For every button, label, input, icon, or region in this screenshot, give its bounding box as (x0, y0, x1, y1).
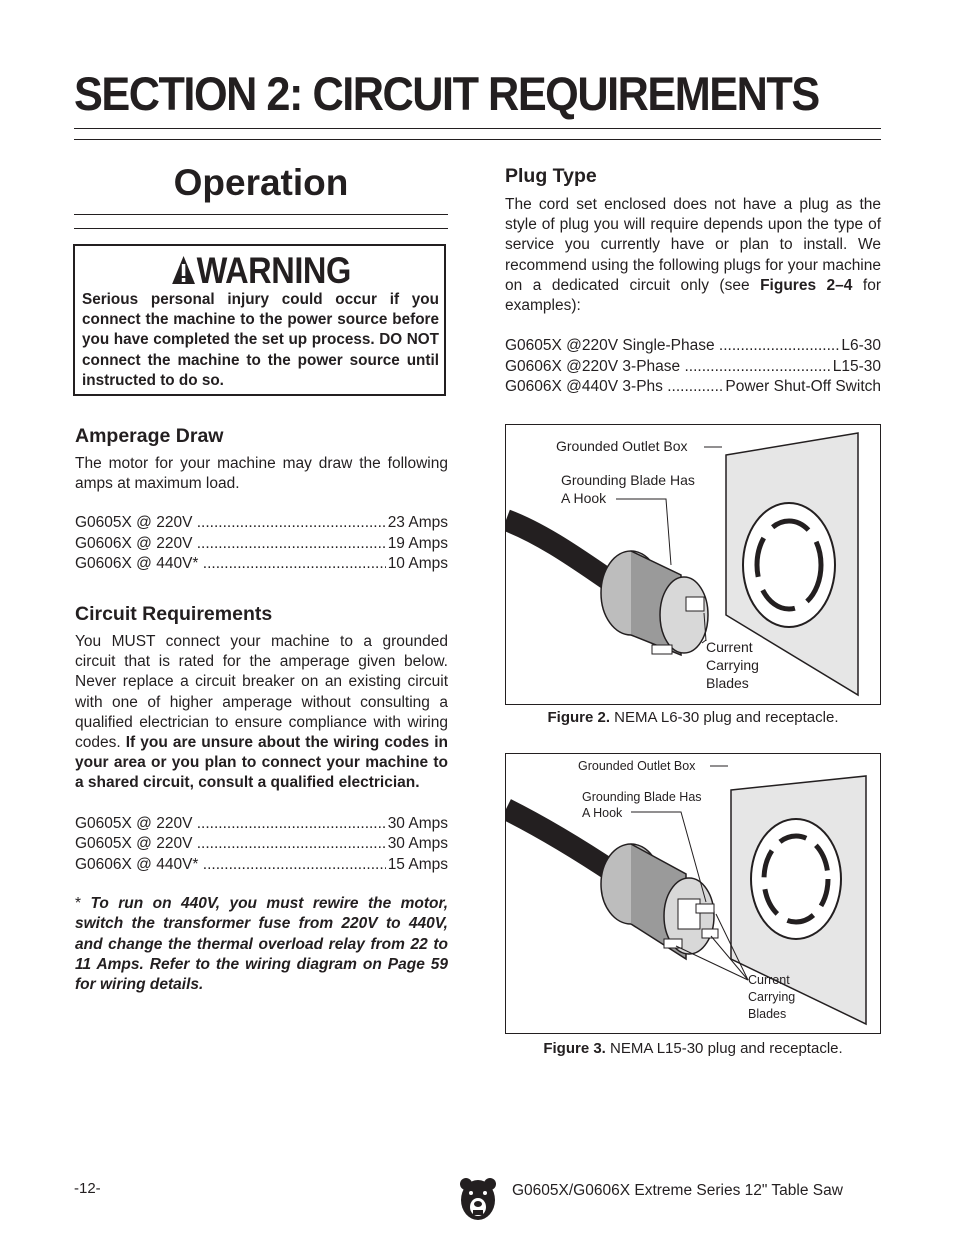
figure-2 (505, 424, 881, 705)
header-rule-2 (74, 139, 881, 140)
amperage-row: G0606X @ 220V ..... 19 Amps (75, 534, 448, 555)
warning-label: WARNING (196, 250, 351, 291)
page-number: -12- (74, 1180, 101, 1197)
figure-3-caption: Figure 3. NEMA L15-30 plug and receptacle. (543, 1040, 843, 1057)
operation-rule (74, 214, 448, 215)
fig3-current-label-2: Carrying (748, 990, 796, 1004)
plug-row: G0606X @220V 3-Phase ..... L15-30 (505, 357, 881, 378)
amperage-heading: Amperage Draw (75, 425, 224, 447)
fig2-current-label-3: Blades (706, 675, 749, 691)
plug-intro: The cord set enclosed does not have a plug as the style of plug you will require depends upon the type of service you currently have or plan to install. We recommend using the following plugs for your machine on a dedicated circuit only (see Figures 2–4 for examples): (505, 196, 881, 315)
amperage-row: G0606X @ 440V* ..... 10 Amps (75, 554, 448, 575)
plug-section (505, 165, 881, 398)
l15-30-plug-illustration (506, 754, 880, 1033)
figure-2-caption: Figure 2. NEMA L6-30 plug and receptacle. (547, 709, 839, 726)
circuit-row: G0606X @ 440V* ..... 15 Amps (75, 855, 448, 876)
fig2-current-label-1: Current (706, 639, 753, 655)
operation-rule-2 (74, 228, 448, 229)
footer-title: G0605X/G0606X Extreme Series 12" Table Saw (512, 1182, 843, 1199)
figure-3 (505, 753, 881, 1034)
fig3-current-label-3: Blades (748, 1007, 787, 1021)
fig3-current-label-1: Current (748, 973, 790, 987)
amperage-row: G0605X @ 220V ..... 23 Amps (75, 513, 448, 534)
fig3-hook-label-2: A Hook (582, 806, 623, 820)
plug-row: G0605X @220V Single-Phase ..... L6-30 (505, 336, 881, 357)
plug-table (505, 336, 881, 398)
amperage-section (75, 425, 448, 575)
amperage-intro: The motor for your machine may draw the following amps at maximum load. (75, 455, 448, 493)
fig2-current-label-2: Carrying (706, 657, 759, 673)
circuit-heading: Circuit Requirements (75, 603, 273, 625)
amperage-table (75, 513, 448, 575)
warning-text: Serious personal injury could occur if you connect the machine to the power source before you have completed the set up process. DO NOT connect the machine to the power source until instructed to do so. (82, 291, 439, 389)
circuit-row: G0605X @ 220V ..... 30 Amps (75, 834, 448, 855)
circuit-table (75, 814, 448, 876)
header-rule (74, 128, 881, 129)
circuit-row: G0605X @ 220V ..... 30 Amps (75, 814, 448, 835)
l6-30-plug-illustration (506, 425, 880, 704)
fig3-hook-label-1: Grounding Blade Has (582, 790, 702, 804)
plug-row: G0606X @440V 3-Phs ..... Power Shut-Off Switch (505, 377, 881, 398)
fig2-hook-label-1: Grounding Blade Has (561, 472, 695, 488)
circuit-section (75, 603, 448, 995)
circuit-intro: You MUST connect your machine to a grounded circuit that is rated for the amperage given below. Never replace a circuit breaker on an existing circuit with one of higher amperage without consulting a qualified electrician to ensure compliance with wiring codes. If you are unsure about the wiring codes in your area or you plan to connect your machine to a shared circuit, consult a qualified electrician. (75, 633, 448, 792)
warning-triangle-icon (171, 255, 196, 285)
circuit-note: * To run on 440V, you must rewire the motor, switch the transformer fuse from 220V to 440V, and change the thermal overload relay from 22 to 11 Amps. Refer to the wiring diagram on Page 59 for wiring details. (75, 895, 448, 993)
warning-heading (116, 250, 406, 292)
fig3-outlet-label: Grounded Outlet Box (578, 759, 696, 773)
fig2-hook-label-2: A Hook (561, 490, 607, 506)
operation-title: Operation (173, 162, 349, 203)
section-title: SECTION 2: CIRCUIT REQUIREMENTS (74, 67, 819, 120)
bear-logo-icon (458, 1176, 498, 1224)
plug-heading: Plug Type (505, 165, 597, 187)
fig2-outlet-label: Grounded Outlet Box (556, 438, 688, 454)
